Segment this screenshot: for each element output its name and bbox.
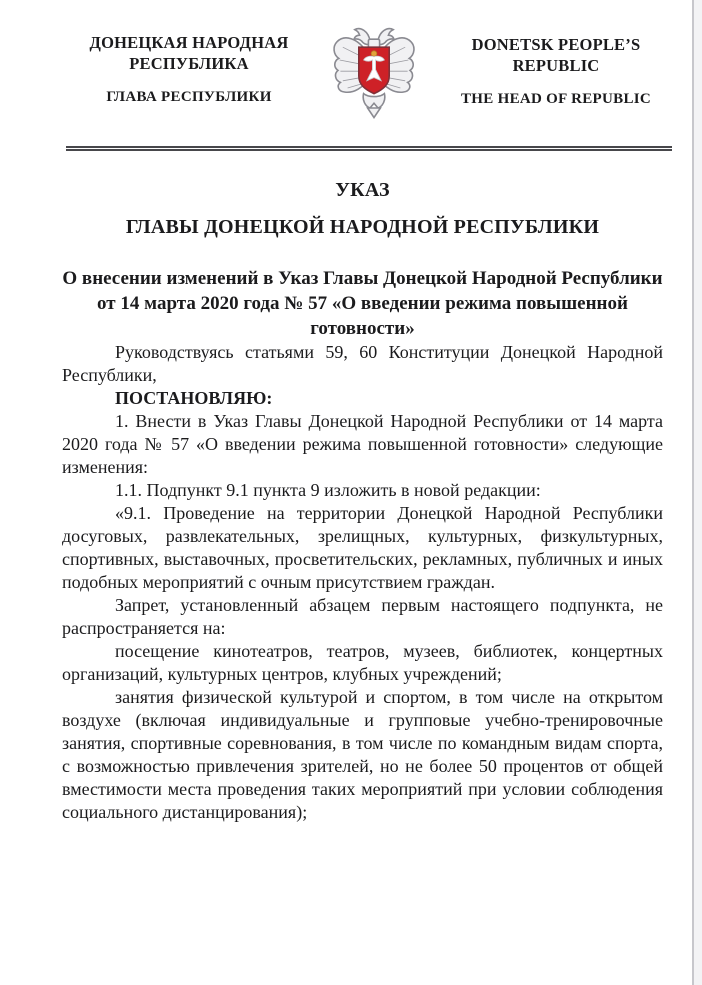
halo-icon (371, 51, 377, 57)
double-rule-divider (66, 146, 672, 151)
org-name-en: DONETSK PEOPLE’S REPUBLIC (471, 35, 641, 75)
paragraph-exception-culture: посещение кинотеатров, театров, музеев, библиотек, концертных организаций, культурных центров, клубных учреждений; (62, 641, 663, 684)
document-issuer: ГЛАВЫ ДОНЕЦКОЙ НАРОДНОЙ РЕСПУБЛИКИ (125, 216, 600, 238)
document-subject: О внесении изменений в Указ Главы Донецкой Народной Республики от 14 марта 2020 года № 57 «О введении режима повышенной готовности» (62, 268, 663, 339)
paragraph-item-1-1: 1.1. Подпункт 9.1 пункта 9 изложить в новой редакции: (115, 480, 541, 500)
letterhead-russian (86, 32, 292, 106)
paragraph-9-1: «9.1. Проведение на территории Донецкой Народной Республики досуговых, развлекательных, зрелищных, культурных, физкультурных, спортивных, выставочных, просветительских, рекламных, публичных и иных подобных мероприятий с очным присутствием граждан. (62, 503, 663, 592)
paragraph-item-1: 1. Внести в Указ Главы Донецкой Народной Республики от 14 марта 2020 года № 57 «О введении режима повышенной готовности» следующие изменения: (62, 411, 663, 477)
dpr-coat-of-arms-icon (330, 12, 418, 132)
paragraph-exception-intro: Запрет, установленный абзацем первым настоящего подпункта, не распространяется на: (62, 595, 663, 638)
head-title-ru: ГЛАВА РЕСПУБЛИКИ (106, 89, 272, 105)
document-type: УКАЗ (335, 179, 390, 201)
org-name-ru: ДОНЕЦКАЯ НАРОДНАЯ РЕСПУБЛИКА (89, 33, 289, 73)
head-title-en: THE HEAD OF REPUBLIC (460, 91, 652, 107)
letterhead-english (456, 34, 656, 108)
paragraph-exception-sport: занятия физической культурой и спортом, в том числе на открытом воздухе (включая индивидуальные и групповые учебно-тренировочные занятия, спортивные соревнования, в том числе по командным видам спорта, с возможностью привлечения зрителей, но не более 50 процентов от общей вместимости места проведения таких мероприятий при условии соблюдения социального дистанцирования); (62, 687, 663, 822)
paragraph-resolve: ПОСТАНОВЛЯЮ: (115, 388, 273, 408)
document-body (62, 178, 663, 824)
scan-edge-artifact (692, 0, 702, 985)
paragraph-preamble: Руководствуясь статьями 59, 60 Конституции Донецкой Народной Республики, (62, 342, 663, 385)
